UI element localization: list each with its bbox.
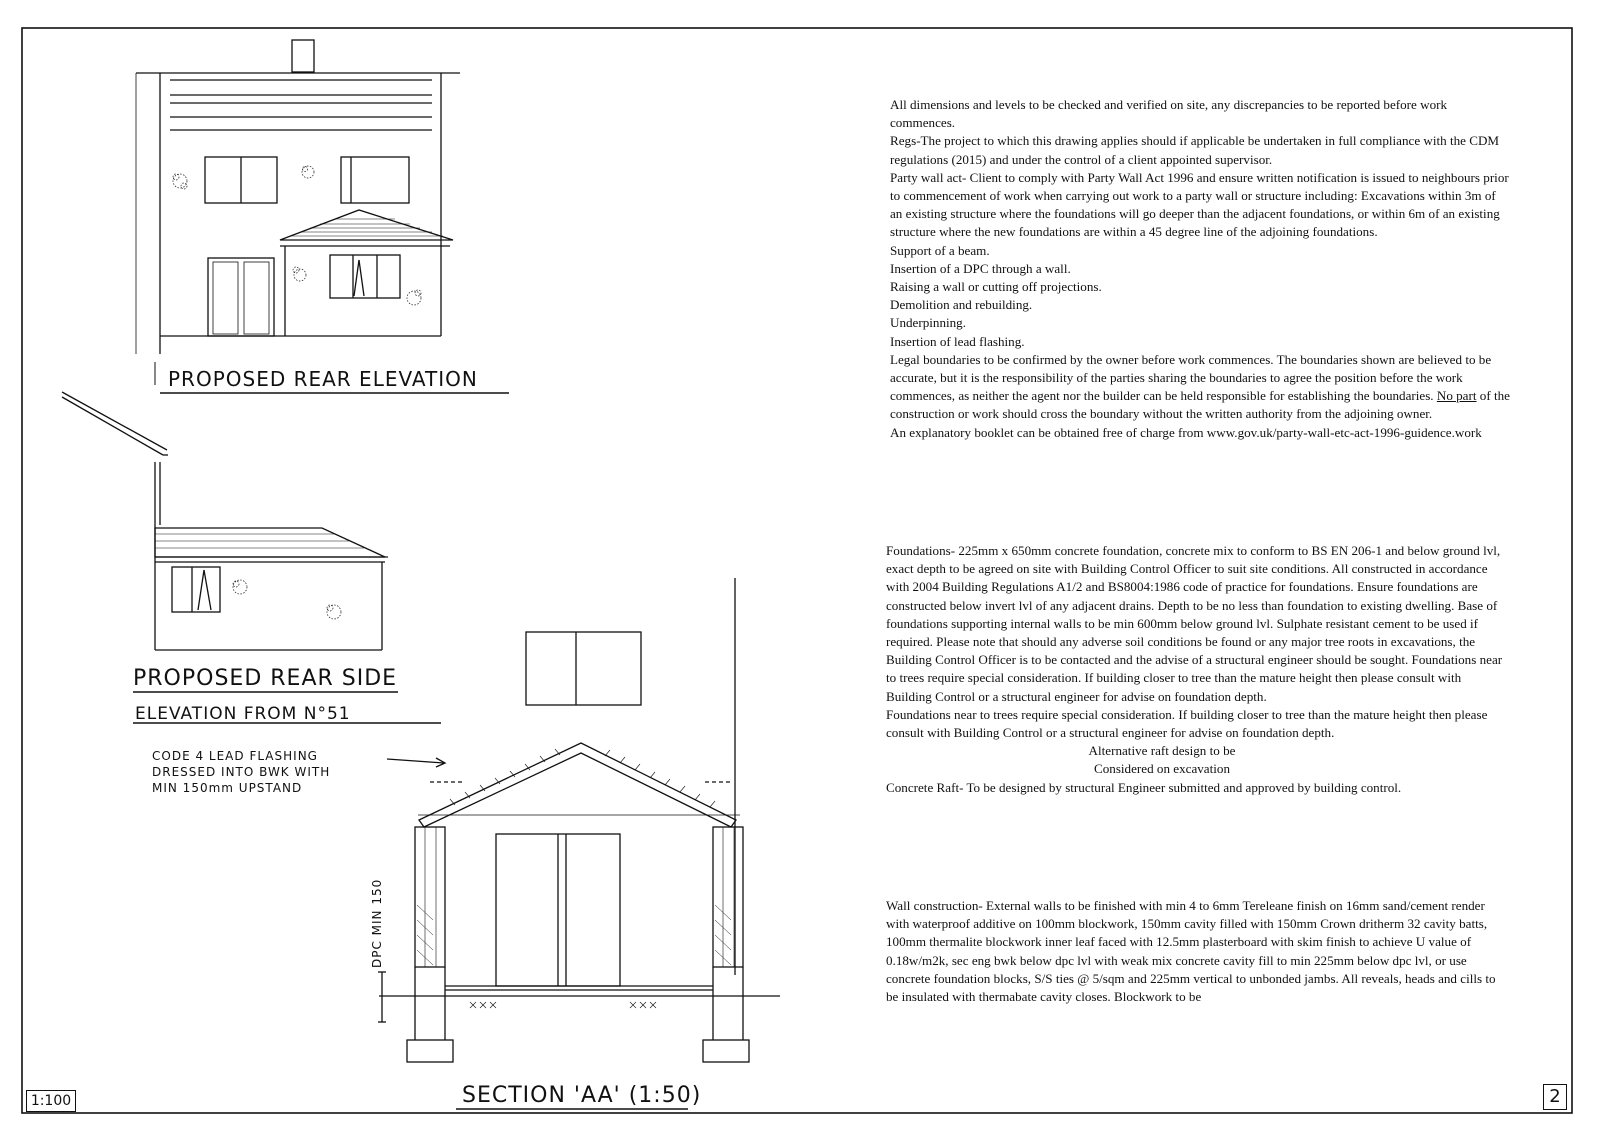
note-boundaries (890, 351, 1510, 424)
note-party-wall: Party wall act- Client to comply with Party Wall Act 1996 and ensure written notification is issued to neighbours prior to commencement of work when carrying out work to a party wall or structure including: Excavations within 3m of an existing structure where the foundations will go deeper than the adjacent foundations, or within 6m of an existing structure where the new foundations are within a 45 degree line of the adjoining foundations. (890, 169, 1509, 240)
list-item: Support of a beam. (890, 242, 990, 258)
sheet-number: 2 (1543, 1084, 1567, 1110)
foundation-notes (886, 542, 1508, 797)
existing-window (526, 632, 641, 705)
list-item: Underpinning. (890, 315, 967, 331)
section-aa (378, 578, 780, 1062)
note-raft-line1: Alternative raft design to be (1088, 743, 1236, 759)
lean-to-roof (155, 528, 385, 557)
rear-side-elevation (62, 392, 388, 650)
dpc-note: DPC MIN 150 (370, 878, 384, 968)
note-boundaries-underlined: No part (1436, 388, 1477, 404)
rear-elevation (136, 40, 460, 385)
section-roof (419, 743, 736, 827)
leader-arrow (387, 759, 444, 763)
chimney (292, 40, 314, 72)
note-foundations-trees: Foundations near to trees require special consideration. If building closer to tree than the mature height then please consult with Building Control or a structural engineer for advise on foundation depth. (886, 706, 1488, 741)
window (172, 567, 220, 612)
list-item: Demolition and rebuilding. (890, 297, 1033, 313)
wall-construction-notes (886, 897, 1508, 1006)
list-item: Insertion of a DPC through a wall. (890, 260, 1071, 276)
note-raft-line2: Considered on excavation (1094, 761, 1230, 777)
lead-flashing-note-line1: CODE 4 LEAD FLASHING (152, 749, 318, 763)
french-doors (208, 258, 274, 336)
note-concrete-raft: Concrete Raft- To be designed by structural Engineer submitted and approved by building control. (886, 779, 1402, 795)
note-boundaries-part2: of the construction or work should cross the boundary without the written authority from the adjoining owner. (890, 388, 1510, 422)
rear-elevation-title: PROPOSED REAR ELEVATION (168, 367, 478, 391)
note-boundaries-part1: Legal boundaries to be confirmed by the owner before work commences. The boundaries shown are believed to be accurate, but it is the responsibility of the parties sharing the boundaries to agree the position before the work commences, as neither the agent nor the builder can be held responsible for establishing the boundaries. (890, 351, 1492, 404)
note-foundations: Foundations- 225mm x 650mm concrete foundation, concrete mix to conform to BS EN 206-1 and below ground lvl, exact depth to be agreed on site with Building Control Officer to suit site conditions. All constructed in accordance with 2004 Building Regulations A1/2 and BS8004:1986 code of practice for foundations. Ensure foundations are constructed below invert lvl of any adjacent drains. Depth to be no less than foundation to existing dwelling. Base of foundations supporting internal walls to be min 600mm below ground lvl. Sulphate resistant cement to be used if required. Please note that should any adverse soil conditions be found or any major tree roots in excavations, the Building Control Officer is to be contacted and the advise of a structural engineer should be sought. Foundations near to trees require special consideration. If building closer to tree than the mature height then please consult with Building Control or a structural engineer for advise on foundation depth. (886, 543, 1503, 704)
rear-side-title-2: ELEVATION FROM N°51 (135, 704, 351, 724)
general-notes (890, 96, 1510, 442)
note-booklet: An explanatory booklet can be obtained free of charge from www.gov.uk/party-wall-etc-act-1996-guidence.work (890, 424, 1482, 440)
left-foundation (407, 1040, 453, 1062)
right-foundation (703, 1040, 749, 1062)
note-cdm-regs: Regs-The project to which this drawing applies should if applicable be undertaken in full compliance with the CDM regulations (2015) and under the control of a client appointed supervisor. (890, 133, 1500, 167)
list-item: Raising a wall or cutting off projections. (890, 279, 1102, 295)
right-wall (713, 827, 743, 967)
left-wall (415, 827, 445, 967)
porch-roof (280, 210, 453, 240)
rear-side-title-1: PROPOSED REAR SIDE (133, 666, 398, 691)
list-item: Insertion of lead flashing. (890, 333, 1025, 349)
lead-flashing-note-line2: DRESSED INTO BWK WITH (152, 765, 331, 779)
scale-label: 1:100 (26, 1090, 76, 1112)
note-dimensions: All dimensions and levels to be checked and verified on site, any discrepancies to be reported before work commences. (890, 97, 1448, 131)
section-title: SECTION 'AA' (1:50) (462, 1083, 702, 1108)
note-wall-construction: Wall construction- External walls to be finished with min 4 to 6mm Tereleane finish on 16mm sand/cement render with waterproof additive on 100mm blockwork, 150mm cavity filled with 150mm Crown dritherm 32 cavity batts, 100mm thermalite blockwork inner leaf faced with 12.5mm plasterboard with skim finish to achieve U value of 0.18w/m2k, sec eng bwk below dpc lvl with weak mix concrete cavity fill to min 225mm below dpc lvl, or use concrete foundation blocks, S/S ties @ 5/sqm and 225mm vertical to unbonded jambs. All reveals, heads and cills to be insulated with thermabate cavity closes. Blockwork to be (886, 898, 1496, 1005)
window (330, 255, 400, 298)
lead-flashing-note-line3: MIN 150mm UPSTAND (152, 781, 303, 795)
